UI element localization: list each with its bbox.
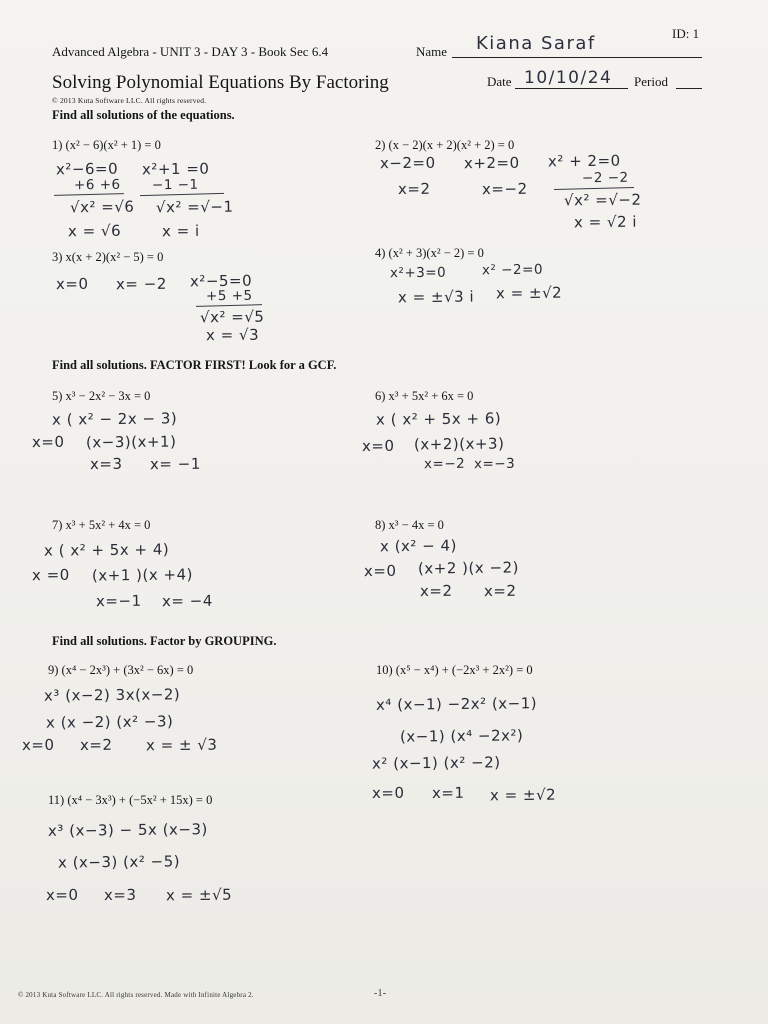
period-label: Period: [634, 74, 668, 89]
work-line: [140, 193, 224, 196]
handwritten-work: +6 +6: [73, 176, 121, 194]
handwritten-work: −1 −1: [151, 176, 199, 194]
problem-label: 1) (x² − 6)(x² + 1) = 0: [52, 138, 161, 152]
handwritten-work: √x² =√−2: [563, 190, 642, 210]
handwritten-work: x=2: [419, 581, 453, 601]
date-value: 10/10/24: [524, 68, 613, 88]
handwritten-work: x=0: [55, 274, 89, 294]
problem-label: 5) x³ − 2x² − 3x = 0: [52, 389, 151, 403]
handwritten-work: −2 −2: [581, 169, 629, 187]
name-underline: [452, 57, 702, 58]
handwritten-work: (x+2 )(x −2): [417, 558, 520, 578]
handwritten-work: +5 +5: [205, 287, 253, 305]
course-line: Advanced Algebra - UNIT 3 - DAY 3 - Book Sec 6.4: [52, 44, 329, 59]
section-instruction: Find all solutions. FACTOR FIRST! Look for a GCF.: [52, 358, 337, 372]
name-label: Name: [416, 44, 448, 59]
handwritten-work: x = ±√5: [165, 885, 233, 905]
handwritten-work: x⁴ (x−1) −2x² (x−1): [375, 694, 538, 714]
handwritten-work: x=0: [21, 735, 55, 755]
handwritten-work: x²−6=0: [55, 159, 119, 179]
problem-label: 4) (x² + 3)(x² − 2) = 0: [375, 246, 484, 260]
problem-label: 9) (x⁴ − 2x³) + (3x² − 6x) = 0: [48, 663, 194, 677]
problem-label: 2) (x − 2)(x + 2)(x² + 2) = 0: [375, 138, 515, 152]
work-line: [54, 193, 124, 196]
worksheet-id: ID: 1: [672, 26, 700, 41]
worksheet-title: Solving Polynomial Equations By Factoring: [52, 72, 389, 93]
handwritten-work: x=3: [89, 454, 123, 474]
handwritten-work: x= −1: [149, 454, 201, 474]
period-underline: [676, 88, 702, 89]
date-label: Date: [487, 74, 512, 89]
handwritten-work: x²+3=0: [389, 264, 447, 282]
handwritten-work: x (x² − 4): [379, 536, 457, 556]
page-number: -1-: [374, 988, 387, 999]
handwritten-work: x = i: [161, 221, 200, 241]
handwritten-work: x= −2: [115, 274, 167, 294]
handwritten-work: x²+1 =0: [141, 159, 210, 179]
date-underline: [515, 88, 628, 89]
problem-label: 10) (x⁵ − x⁴) + (−2x³ + 2x²) = 0: [376, 663, 533, 677]
handwritten-work: x−2=0: [379, 153, 436, 173]
handwritten-work: x² + 2=0: [547, 151, 621, 171]
handwritten-work: x = √3: [205, 325, 260, 345]
handwritten-work: x=3: [103, 885, 137, 905]
problem-label: 6) x³ + 5x² + 6x = 0: [375, 389, 474, 403]
handwritten-work: x (x −2) (x² −3): [45, 712, 174, 732]
handwritten-work: x= −4: [161, 591, 213, 611]
handwritten-work: x³ (x−3) − 5x (x−3): [47, 820, 208, 840]
handwritten-work: x = ±√3 i: [397, 287, 475, 307]
handwritten-work: x =0: [31, 565, 70, 585]
handwritten-work: x (x−3) (x² −5): [57, 852, 181, 872]
handwritten-work: x = √6: [67, 221, 122, 241]
handwritten-work: x = ±√2: [489, 785, 557, 805]
section-instruction: Find all solutions of the equations.: [52, 108, 235, 122]
handwritten-work: √x² =√5: [199, 307, 265, 327]
handwritten-work: x=2: [79, 735, 113, 755]
handwritten-work: (x+2)(x+3): [413, 434, 505, 454]
copyright-line: © 2013 Kuta Software LLC. All rights reserved.: [52, 96, 207, 105]
handwritten-work: x=1: [431, 783, 465, 803]
handwritten-work: x=0: [31, 432, 65, 452]
handwritten-work: x=0: [363, 561, 397, 581]
handwritten-work: √x² =√6: [69, 197, 135, 217]
handwritten-work: x=−2: [481, 179, 528, 199]
handwritten-work: x=2: [483, 581, 517, 601]
handwritten-work: x=0: [361, 436, 395, 456]
handwritten-work: x+2=0: [463, 153, 520, 173]
problem-label: 3) x(x + 2)(x² − 5) = 0: [52, 250, 164, 264]
handwritten-work: x ( x² − 2x − 3): [51, 409, 178, 429]
handwritten-work: x=−2: [423, 455, 466, 473]
footer-copyright: © 2013 Kuta Software LLC. All rights reserved. Made with Infinite Algebra 2.: [18, 991, 254, 999]
handwritten-work: (x−3)(x+1): [85, 432, 177, 452]
problem-label: 7) x³ + 5x² + 4x = 0: [52, 518, 151, 532]
handwritten-work: x=−3: [473, 455, 516, 473]
handwritten-work: x = ± √3: [145, 735, 218, 755]
handwritten-work: x = √2 i: [573, 212, 638, 232]
handwritten-work: x=2: [397, 179, 431, 199]
handwritten-work: x³ (x−2) 3x(x−2): [43, 685, 181, 705]
handwritten-work: (x−1) (x⁴ −2x²): [399, 726, 524, 746]
student-name: Kiana Saraf: [476, 33, 596, 54]
handwritten-work: x² (x−1) (x² −2): [371, 753, 501, 773]
handwritten-work: x²−5=0: [189, 271, 253, 291]
handwritten-work: x ( x² + 5x + 4): [43, 540, 170, 560]
work-line: [196, 304, 262, 307]
section-instruction: Find all solutions. Factor by GROUPING.: [52, 634, 277, 648]
handwritten-work: x ( x² + 5x + 6): [375, 409, 502, 429]
work-line: [554, 187, 634, 190]
handwritten-work: x=0: [45, 885, 79, 905]
handwritten-work: x = ±√2: [495, 283, 563, 303]
handwritten-work: x=0: [371, 783, 405, 803]
problem-label: 8) x³ − 4x = 0: [375, 518, 444, 532]
problem-label: 11) (x⁴ − 3x³) + (−5x² + 15x) = 0: [48, 793, 213, 807]
handwritten-work: √x² =√−1: [155, 197, 234, 217]
handwritten-work: (x+1 )(x +4): [91, 565, 194, 585]
handwritten-work: x² −2=0: [481, 261, 544, 279]
handwritten-work: x=−1: [95, 591, 142, 611]
